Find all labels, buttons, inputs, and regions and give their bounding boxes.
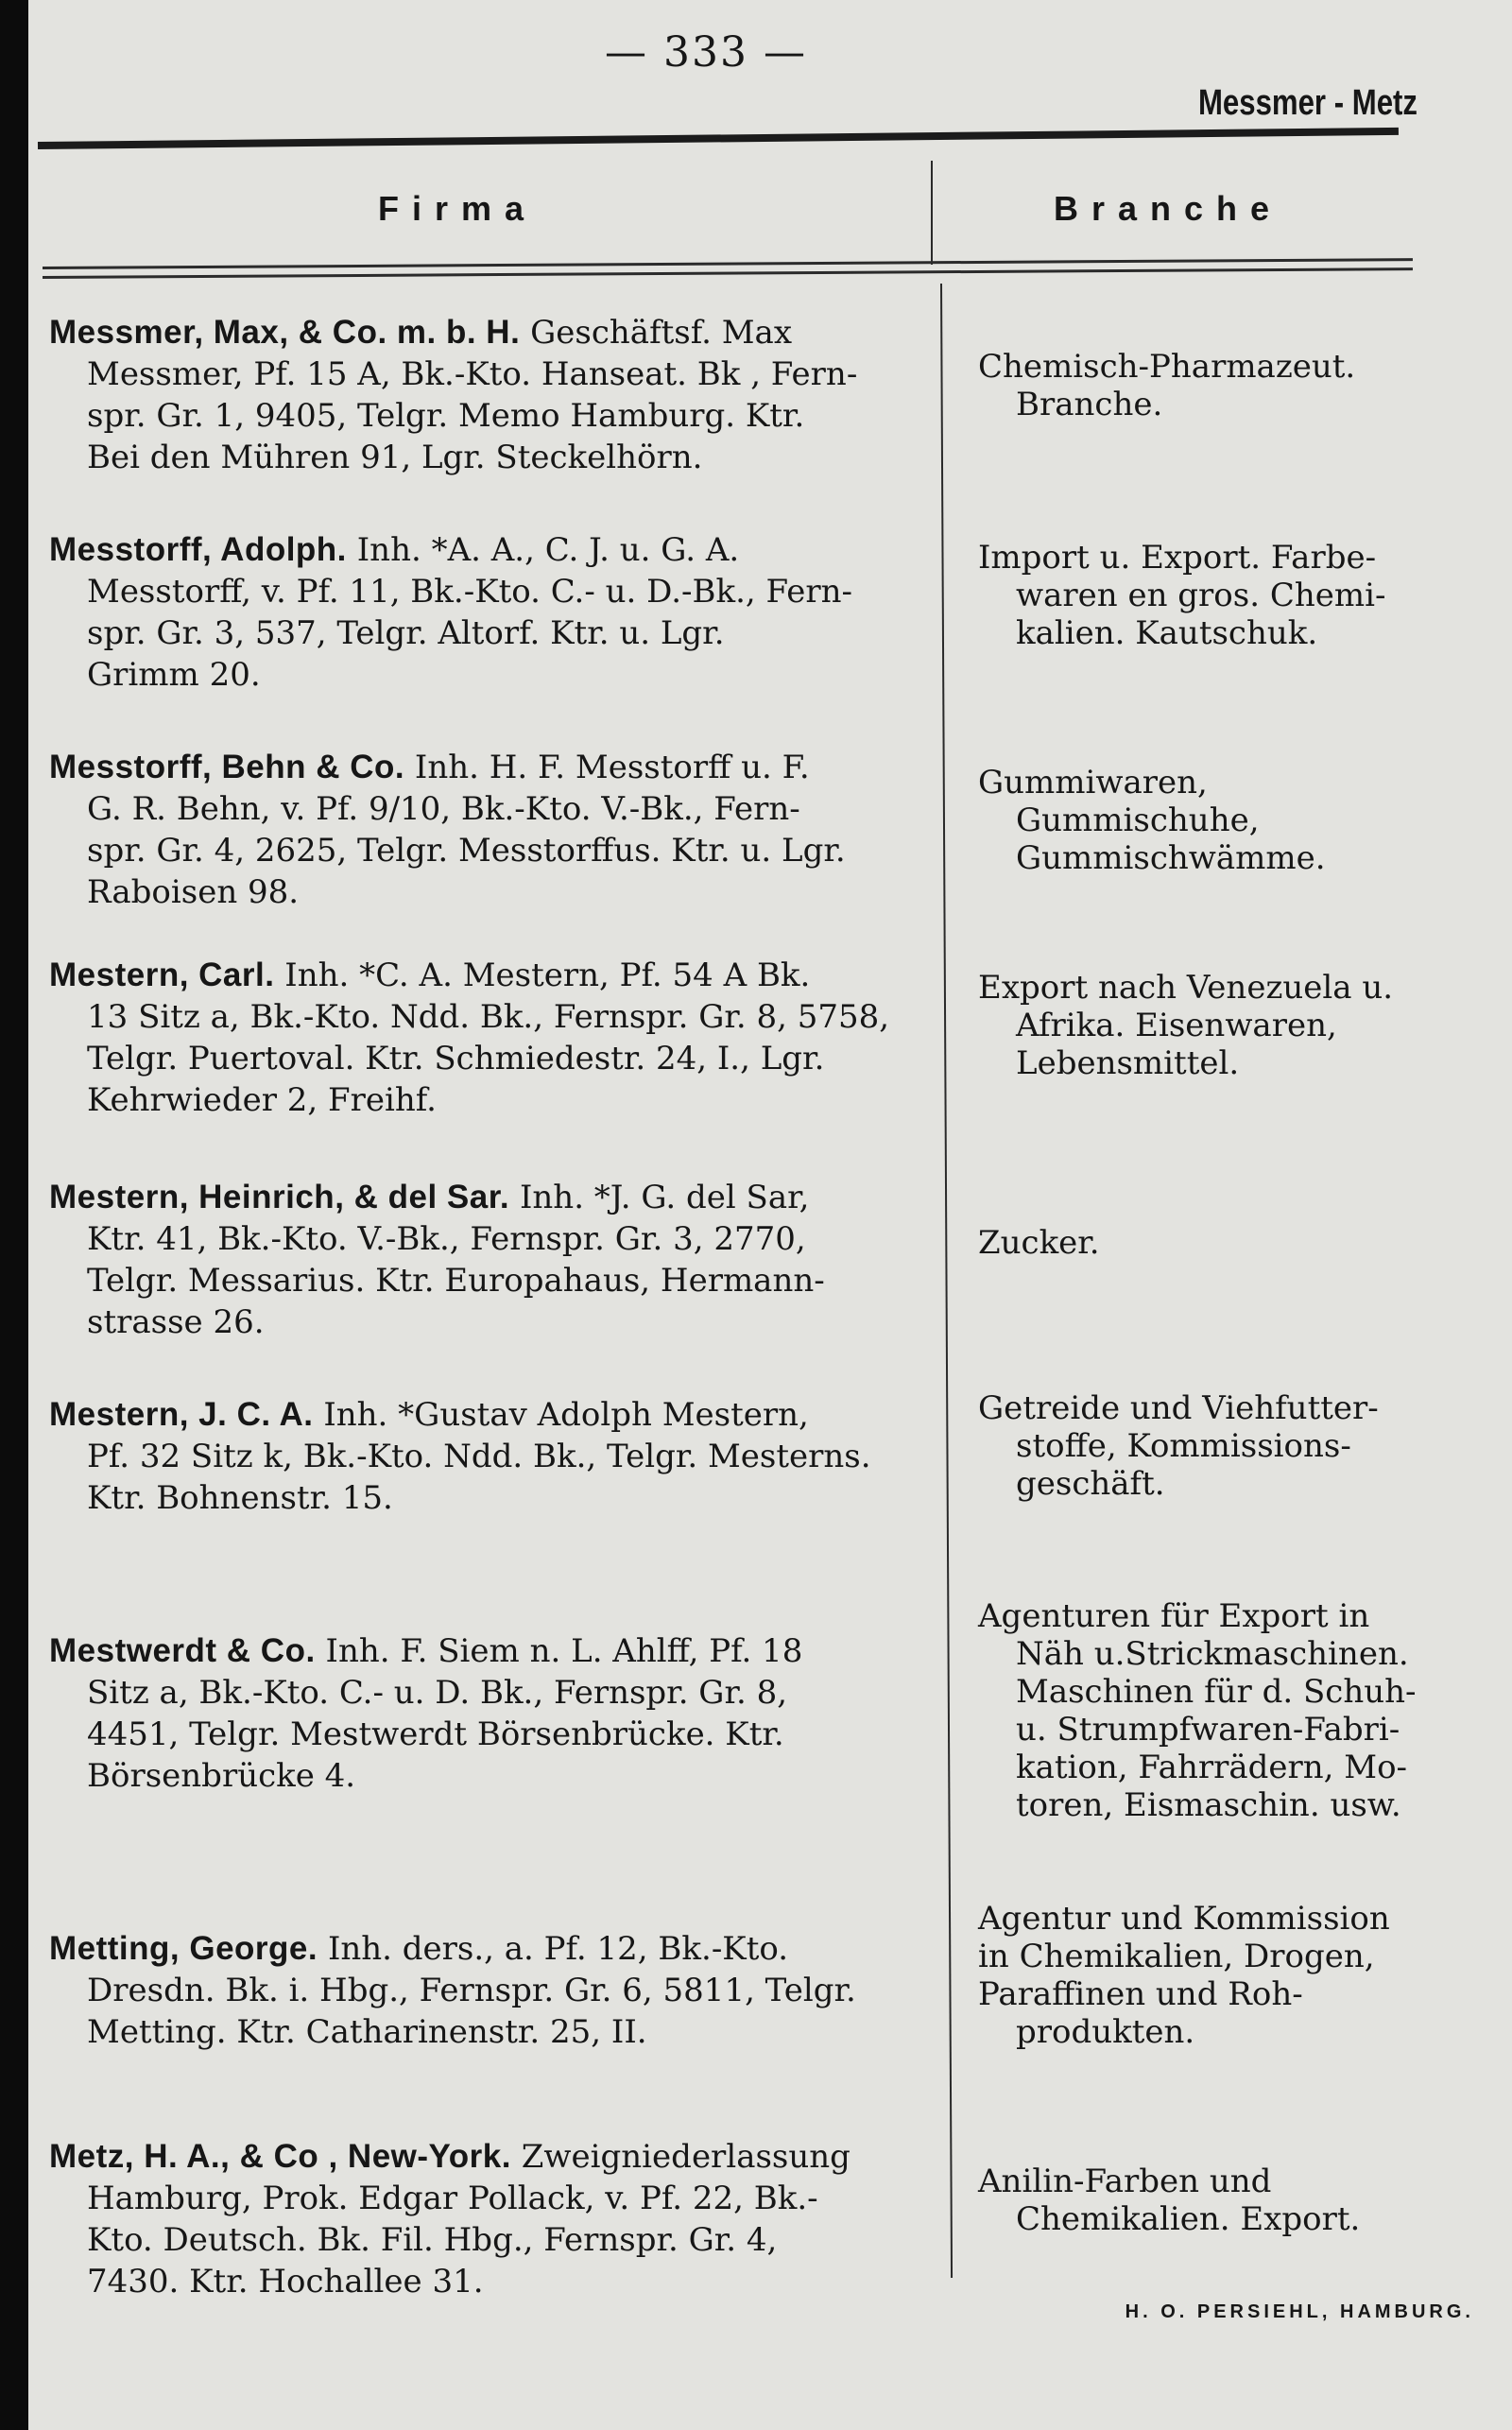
branche-entry (978, 764, 1507, 877)
firm-detail: Ktr. 41, Bk.-Kto. V.-Bk., Fernspr. Gr. 3, 2770, (87, 1220, 806, 1258)
branche-line: waren en gros. Chemi- (1016, 577, 1386, 614)
firm-detail: Raboisen 98. (87, 873, 300, 911)
firm-name: Mestern, Carl. (49, 956, 275, 993)
header-column-divider (931, 161, 933, 265)
branche-line: Branche. (1016, 386, 1163, 423)
firm-name: Mestern, J. C. A. (49, 1396, 314, 1433)
firm-detail: Ktr. Bohnenstr. 15. (87, 1479, 393, 1517)
branche-line: Afrika. Eisenwaren, (1016, 1007, 1337, 1044)
branche-line: in Chemikalien, Drogen, (978, 1938, 1375, 1975)
firm-detail: 4451, Telgr. Mestwerdt Börsenbrücke. Ktr. (87, 1715, 784, 1753)
firm-detail: spr. Gr. 4, 2625, Telgr. Messtorffus. Ktr. u. Lgr. (87, 832, 846, 870)
firm-detail: Inh. *A. A., C. J. u. G. A. (356, 531, 740, 569)
branche-line: Gummischwämme. (1016, 839, 1326, 877)
firm-name: Mestwerdt & Co. (49, 1632, 316, 1669)
firm-detail: Geschäftsf. Max (530, 314, 793, 352)
directory-page (28, 0, 1512, 2430)
branche-line: Getreide und Viehfutter- (978, 1389, 1379, 1427)
firm-detail: Börsenbrücke 4. (87, 1757, 356, 1795)
branche-line: Paraffinen und Roh- (978, 1975, 1303, 2013)
firm-detail: spr. Gr. 3, 537, Telgr. Altorf. Ktr. u. Lgr. (87, 614, 725, 652)
top-rule (38, 128, 1399, 149)
firm-detail: Inh. ders., a. Pf. 12, Bk.-Kto. (327, 1930, 789, 1968)
branche-line: Agentur und Kommission (978, 1900, 1390, 1938)
firm-detail: Sitz a, Bk.-Kto. C.- u. D. Bk., Fernspr. Gr. 8, (87, 1674, 788, 1712)
branche-line: kation, Fahrrädern, Mo- (1016, 1749, 1408, 1786)
firm-name: Messtorff, Behn & Co. (49, 749, 405, 785)
firm-detail: Hamburg, Prok. Edgar Pollack, v. Pf. 22, Bk.- (87, 2180, 818, 2217)
firm-detail: Inh. H. F. Messtorff u. F. (414, 749, 810, 786)
branche-line: Export nach Venezuela u. (978, 969, 1394, 1007)
firm-detail: Pf. 32 Sitz k, Bk.-Kto. Ndd. Bk., Telgr. Mesterns. (87, 1438, 871, 1475)
firm-detail: Messmer, Pf. 15 A, Bk.-Kto. Hanseat. Bk , Fern- (87, 355, 858, 393)
firm-detail: Telgr. Puertoval. Ktr. Schmiedestr. 24, I., Lgr. (87, 1040, 825, 1077)
branche-line: Lebensmittel. (1016, 1044, 1240, 1082)
firm-detail: Inh. *J. G. del Sar, (519, 1179, 810, 1216)
header-rule-lower (43, 267, 1413, 279)
firm-name: Messtorff, Adolph. (49, 531, 347, 568)
firm-detail: Kehrwieder 2, Freihf. (87, 1081, 437, 1119)
firm-entry (49, 955, 956, 1121)
firm-detail: Dresdn. Bk. i. Hbg., Fernspr. Gr. 6, 5811, Telgr. (87, 1972, 856, 2009)
firm-entry (49, 1928, 956, 2053)
firm-detail: Metting. Ktr. Catharinenstr. 25, II. (87, 2013, 647, 2051)
firm-detail: Telgr. Messarius. Ktr. Europahaus, Hermann- (87, 1262, 825, 1300)
firm-detail: Inh. *C. A. Mestern, Pf. 54 A Bk. (284, 956, 811, 994)
branche-line: Import u. Export. Farbe- (978, 539, 1377, 577)
firm-detail: G. R. Behn, v. Pf. 9/10, Bk.-Kto. V.-Bk., Fern- (87, 790, 800, 828)
branche-entry (978, 2163, 1507, 2238)
firm-name: Metz, H. A., & Co , New-York. (49, 2138, 511, 2175)
column-header-firma: Firma (378, 189, 538, 228)
branche-entry (978, 1597, 1507, 1824)
firm-entry (49, 312, 956, 478)
branche-line: stoffe, Kommissions- (1016, 1427, 1351, 1465)
header-rule-upper (43, 258, 1413, 269)
branche-line: toren, Eismaschin. usw. (1016, 1786, 1401, 1824)
branche-line: produkten. (1016, 2013, 1195, 2051)
branche-line: Maschinen für d. Schuh- (1016, 1673, 1417, 1711)
firm-detail: Inh. F. Siem n. L. Ahlff, Pf. 18 (325, 1632, 803, 1670)
firm-entry (49, 747, 956, 913)
firm-detail: Kto. Deutsch. Bk. Fil. Hbg., Fernspr. Gr. 4, (87, 2221, 778, 2259)
branche-line: geschäft. (1016, 1465, 1165, 1503)
branche-entry (978, 348, 1507, 423)
branche-line: Näh u.Strickmaschinen. (1016, 1635, 1409, 1673)
branche-line: Gummischuhe, (1016, 801, 1260, 839)
branche-line: Gummiwaren, (978, 764, 1208, 801)
branche-line: Chemisch-Pharmazeut. (978, 348, 1356, 386)
firm-detail: Zweigniederlassung (521, 2138, 850, 2176)
branche-line: Anilin-Farben und (978, 2163, 1272, 2200)
firm-detail: 7430. Ktr. Hochallee 31. (87, 2263, 484, 2301)
branche-entry (978, 1224, 1507, 1262)
firm-name: Mestern, Heinrich, & del Sar. (49, 1179, 510, 1215)
firm-entry (49, 2136, 956, 2302)
branche-entry (978, 1900, 1507, 2051)
firm-name: Messmer, Max, & Co. m. b. H. (49, 314, 521, 351)
branche-entry (978, 969, 1507, 1082)
branche-entry (978, 1389, 1507, 1503)
firm-detail: Messtorff, v. Pf. 11, Bk.-Kto. C.- u. D.-Bk., Fern- (87, 573, 853, 611)
firm-detail: Bei den Mühren 91, Lgr. Steckelhörn. (87, 439, 703, 476)
branche-line: Zucker. (978, 1224, 1100, 1262)
firm-entry (49, 1630, 956, 1797)
firm-detail: spr. Gr. 1, 9405, Telgr. Memo Hamburg. Ktr. (87, 397, 805, 435)
firm-name: Metting, George. (49, 1930, 318, 1967)
firm-entry (49, 1394, 956, 1519)
branche-line: Agenturen für Export in (978, 1597, 1370, 1635)
branche-line: u. Strumpfwaren-Fabri- (1016, 1711, 1400, 1749)
printer-imprint: H. O. PERSIEHL, HAMBURG. (1125, 2301, 1474, 2322)
column-header-branche: Branche (1054, 189, 1283, 228)
firm-detail: Grimm 20. (87, 656, 261, 694)
firm-entry (49, 529, 956, 696)
branche-line: kalien. Kautschuk. (1016, 614, 1318, 652)
firm-detail: strasse 26. (87, 1303, 265, 1341)
branche-line: Chemikalien. Export. (1016, 2200, 1361, 2238)
firm-entry (49, 1177, 956, 1343)
firm-detail: 13 Sitz a, Bk.-Kto. Ndd. Bk., Fernspr. Gr. 8, 5758, (87, 998, 890, 1036)
firm-detail: Inh. *Gustav Adolph Mestern, (323, 1396, 809, 1434)
branche-entry (978, 539, 1507, 652)
running-head: Messmer - Metz (1197, 83, 1418, 123)
page-number: — 333 — (605, 28, 807, 77)
